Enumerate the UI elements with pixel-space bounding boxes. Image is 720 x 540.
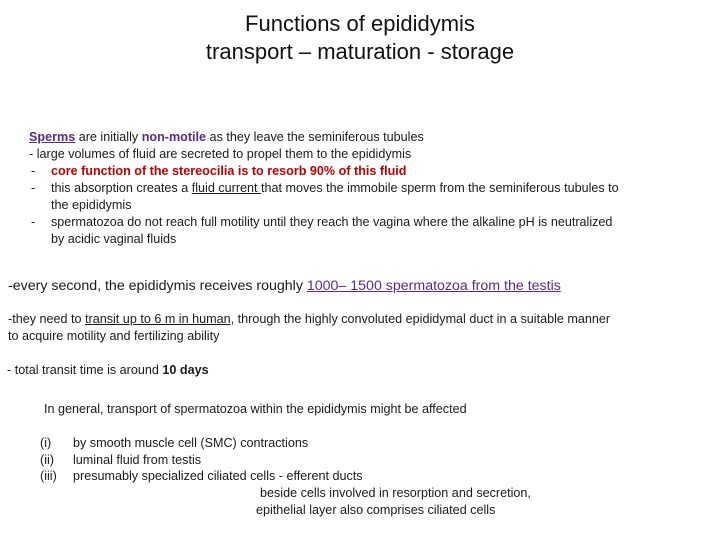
non-motile-term: non-motile [141, 130, 207, 144]
list-item-ciliated: presumably specialized ciliated cells - efferent ducts [73, 469, 363, 483]
para-transit [8, 311, 610, 328]
title-line-2: transport – maturation - storage [205, 39, 515, 64]
intro-line [29, 129, 424, 146]
bullet-dash: - [31, 164, 36, 178]
list-num: (iii) [40, 469, 57, 483]
list-num: (i) [40, 436, 52, 450]
sperms-term: Sperms [29, 130, 76, 144]
bullet-fluid-secreted: - large volumes of fluid are secreted to propel them to the epididymis [29, 147, 412, 161]
every-second-text: -every second, the epididymis receives roughly [8, 278, 307, 294]
absorption-text-a: this absorption creates a [51, 181, 192, 195]
list-cont-line2: epithelial layer also comprises ciliated cells [256, 503, 496, 517]
bullet-dash: - [31, 215, 36, 229]
list-num: (ii) [40, 453, 54, 467]
bullet-motility: spermatozoa do not reach full motility until they reach the vagina where the alkaline pH is neutralized [51, 215, 613, 229]
total-transit-days: 10 days [162, 363, 209, 377]
bullet-absorption [51, 180, 619, 197]
list-item-smc: by smooth muscle cell (SMC) contractions [73, 436, 309, 450]
absorption-text-b: that moves the immobile sperm from the seminiferous tubules to [261, 181, 619, 195]
bullet-dash: - [31, 181, 36, 195]
para-in-general: In general, transport of spermatozoa within the epididymis might be affected [44, 402, 467, 416]
intro-text-a: are initially [75, 130, 142, 144]
para-total-transit [7, 362, 209, 379]
total-transit-text: - total transit time is around [7, 363, 163, 377]
bullet-absorption-line2: the epididymis [51, 198, 132, 212]
transit-text-a: -they need to [8, 312, 86, 326]
fluid-current-term: fluid current [191, 181, 262, 195]
para-transit-line2: to acquire motility and fertilizing ability [8, 329, 220, 343]
spermatozoa-count: 1000– 1500 spermatozoa from the testis [306, 278, 561, 294]
bullet-stereocilia: core function of the stereocilia is to resorb 90% of this fluid [51, 164, 407, 178]
para-every-second [8, 277, 561, 295]
list-item-luminal: luminal fluid from testis [73, 453, 202, 467]
title-line-1: Functions of epididymis [245, 11, 475, 36]
slide-title [0, 10, 720, 66]
bullet-motility-line2: by acidic vaginal fluids [51, 232, 177, 246]
transit-distance: transit up to 6 m in human [85, 312, 231, 326]
transit-text-b: , through the highly convoluted epididymal duct in a suitable manner [230, 312, 611, 326]
intro-text-b: as they leave the seminiferous tubules [206, 130, 424, 144]
list-cont-line1: beside cells involved in resorption and secretion, [260, 486, 531, 500]
